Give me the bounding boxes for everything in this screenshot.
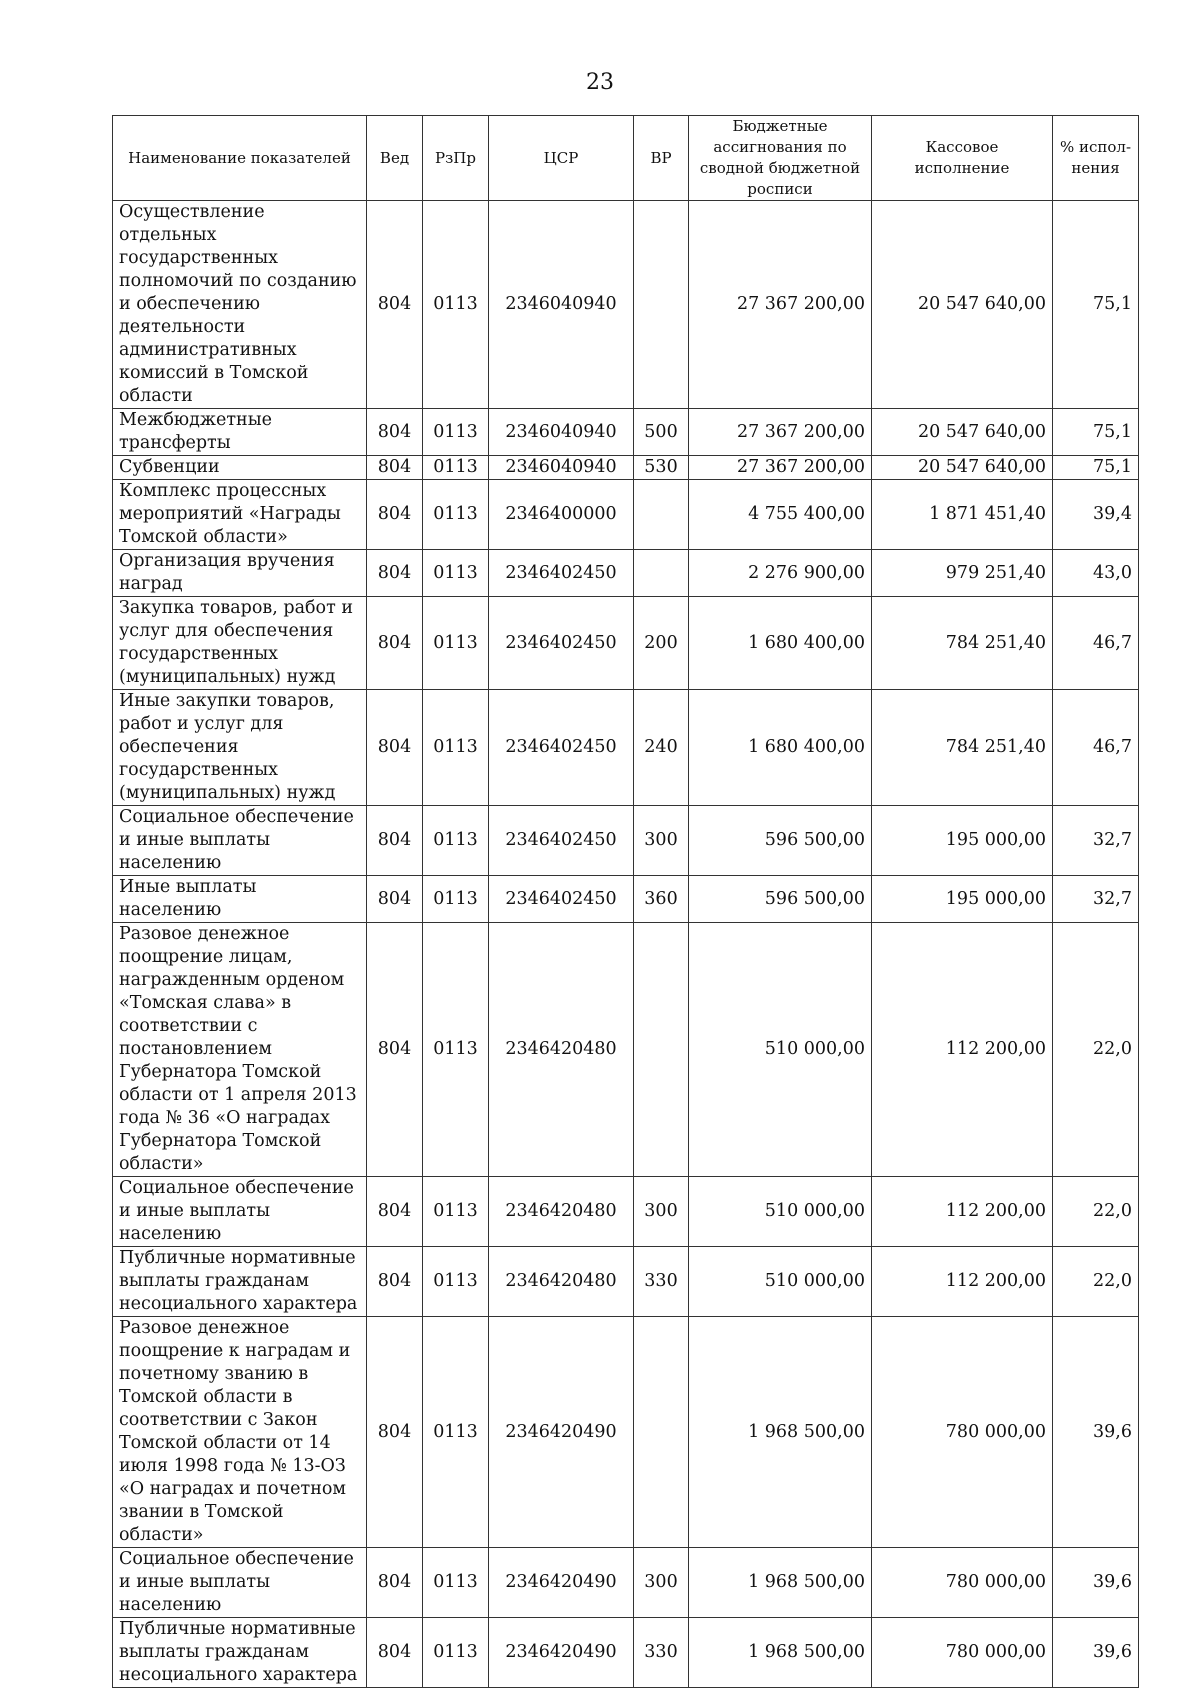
header-name: Наименование показателей <box>113 116 367 201</box>
cell-csr: 2346400000 <box>489 480 634 550</box>
cell-ved: 804 <box>367 409 423 456</box>
cell-vr: 360 <box>634 876 689 923</box>
table-row <box>113 923 1139 1177</box>
cell-rzpr: 0113 <box>423 876 489 923</box>
header-ved: Вед <box>367 116 423 201</box>
cell-assignments: 596 500,00 <box>689 806 872 876</box>
cell-vr: 500 <box>634 409 689 456</box>
table-row <box>113 550 1139 597</box>
table-row <box>113 480 1139 550</box>
cell-percent: 39,6 <box>1053 1317 1139 1548</box>
cell-ved: 804 <box>367 456 423 480</box>
cell-ved: 804 <box>367 1548 423 1618</box>
cell-name: Субвенции <box>113 456 367 480</box>
table-row <box>113 1618 1139 1688</box>
header-cash-execution: Кассовое исполнение <box>872 116 1053 201</box>
cell-percent: 32,7 <box>1053 806 1139 876</box>
cell-ved: 804 <box>367 1177 423 1247</box>
cell-csr: 2346420490 <box>489 1618 634 1688</box>
cell-rzpr: 0113 <box>423 409 489 456</box>
cell-percent: 39,6 <box>1053 1618 1139 1688</box>
cell-percent: 22,0 <box>1053 1177 1139 1247</box>
cell-rzpr: 0113 <box>423 1548 489 1618</box>
table-row <box>113 690 1139 806</box>
cell-cash-execution: 20 547 640,00 <box>872 409 1053 456</box>
cell-ved: 804 <box>367 480 423 550</box>
cell-name: Межбюджетные трансферты <box>113 409 367 456</box>
cell-assignments: 1 680 400,00 <box>689 690 872 806</box>
cell-rzpr: 0113 <box>423 456 489 480</box>
cell-assignments: 1 968 500,00 <box>689 1548 872 1618</box>
cell-vr: 300 <box>634 1548 689 1618</box>
cell-vr: 330 <box>634 1618 689 1688</box>
table-row <box>113 409 1139 456</box>
cell-csr: 2346402450 <box>489 806 634 876</box>
cell-cash-execution: 20 547 640,00 <box>872 201 1053 409</box>
cell-rzpr: 0113 <box>423 201 489 409</box>
cell-ved: 804 <box>367 597 423 690</box>
cell-assignments: 1 968 500,00 <box>689 1618 872 1688</box>
header-assignments: Бюджетные ассигнования по сводной бюджетной росписи <box>689 116 872 201</box>
cell-vr: 200 <box>634 597 689 690</box>
cell-cash-execution: 195 000,00 <box>872 806 1053 876</box>
cell-name: Разовое денежное поощрение к наградам и почетному званию в Томской области в соответствии с Закон Томской области от 14 июля 1998 года № 13-ОЗ «О наградах и почетном звании в Томской области» <box>113 1317 367 1548</box>
cell-assignments: 27 367 200,00 <box>689 409 872 456</box>
table-row <box>113 876 1139 923</box>
cell-ved: 804 <box>367 806 423 876</box>
cell-percent: 46,7 <box>1053 690 1139 806</box>
cell-vr: 240 <box>634 690 689 806</box>
cell-rzpr: 0113 <box>423 550 489 597</box>
cell-ved: 804 <box>367 690 423 806</box>
table-row <box>113 1317 1139 1548</box>
cell-assignments: 2 276 900,00 <box>689 550 872 597</box>
cell-percent: 32,7 <box>1053 876 1139 923</box>
cell-name: Организация вручения наград <box>113 550 367 597</box>
cell-csr: 2346402450 <box>489 597 634 690</box>
cell-vr <box>634 550 689 597</box>
cell-percent: 22,0 <box>1053 1247 1139 1317</box>
cell-percent: 75,1 <box>1053 456 1139 480</box>
table-row <box>113 1177 1139 1247</box>
cell-assignments: 1 968 500,00 <box>689 1317 872 1548</box>
cell-percent: 43,0 <box>1053 550 1139 597</box>
cell-name: Иные закупки товаров, работ и услуг для обеспечения государственных (муниципальных) нужд <box>113 690 367 806</box>
cell-name: Публичные нормативные выплаты гражданам несоциального характера <box>113 1618 367 1688</box>
table-row <box>113 806 1139 876</box>
cell-rzpr: 0113 <box>423 1177 489 1247</box>
cell-cash-execution: 780 000,00 <box>872 1548 1053 1618</box>
table-header-row <box>113 116 1139 201</box>
cell-csr: 2346420490 <box>489 1548 634 1618</box>
cell-csr: 2346402450 <box>489 876 634 923</box>
cell-vr <box>634 923 689 1177</box>
cell-assignments: 27 367 200,00 <box>689 456 872 480</box>
cell-vr: 330 <box>634 1247 689 1317</box>
cell-cash-execution: 784 251,40 <box>872 690 1053 806</box>
cell-cash-execution: 979 251,40 <box>872 550 1053 597</box>
cell-assignments: 510 000,00 <box>689 923 872 1177</box>
cell-percent: 39,4 <box>1053 480 1139 550</box>
cell-assignments: 510 000,00 <box>689 1247 872 1317</box>
cell-assignments: 27 367 200,00 <box>689 201 872 409</box>
header-percent: % испол-нения <box>1053 116 1139 201</box>
cell-rzpr: 0113 <box>423 923 489 1177</box>
cell-percent: 22,0 <box>1053 923 1139 1177</box>
cell-cash-execution: 195 000,00 <box>872 876 1053 923</box>
cell-percent: 75,1 <box>1053 409 1139 456</box>
cell-name: Социальное обеспечение и иные выплаты населению <box>113 1177 367 1247</box>
cell-rzpr: 0113 <box>423 597 489 690</box>
cell-ved: 804 <box>367 550 423 597</box>
cell-assignments: 1 680 400,00 <box>689 597 872 690</box>
table-row <box>113 201 1139 409</box>
cell-name: Разовое денежное поощрение лицам, награжденным орденом «Томская слава» в соответствии с постановлением Губернатора Томской области от 1 апреля 2013 года № 36 «О наградах Губернатора Томской области» <box>113 923 367 1177</box>
cell-vr: 300 <box>634 1177 689 1247</box>
cell-assignments: 510 000,00 <box>689 1177 872 1247</box>
cell-name: Закупка товаров, работ и услуг для обеспечения государственных (муниципальных) нужд <box>113 597 367 690</box>
page-number: 23 <box>586 70 614 95</box>
table-row <box>113 1548 1139 1618</box>
cell-rzpr: 0113 <box>423 1317 489 1548</box>
cell-csr: 2346420480 <box>489 1177 634 1247</box>
cell-name: Комплекс процессных мероприятий «Награды Томской области» <box>113 480 367 550</box>
cell-ved: 804 <box>367 1618 423 1688</box>
cell-ved: 804 <box>367 1247 423 1317</box>
cell-ved: 804 <box>367 1317 423 1548</box>
cell-rzpr: 0113 <box>423 1618 489 1688</box>
cell-name: Социальное обеспечение и иные выплаты населению <box>113 806 367 876</box>
cell-ved: 804 <box>367 876 423 923</box>
cell-cash-execution: 780 000,00 <box>872 1317 1053 1548</box>
cell-percent: 39,6 <box>1053 1548 1139 1618</box>
cell-cash-execution: 112 200,00 <box>872 1247 1053 1317</box>
cell-csr: 2346040940 <box>489 409 634 456</box>
cell-vr <box>634 1317 689 1548</box>
header-vr: ВР <box>634 116 689 201</box>
cell-rzpr: 0113 <box>423 806 489 876</box>
cell-csr: 2346402450 <box>489 550 634 597</box>
cell-rzpr: 0113 <box>423 1247 489 1317</box>
cell-vr: 300 <box>634 806 689 876</box>
cell-cash-execution: 784 251,40 <box>872 597 1053 690</box>
cell-cash-execution: 112 200,00 <box>872 1177 1053 1247</box>
cell-percent: 46,7 <box>1053 597 1139 690</box>
cell-assignments: 4 755 400,00 <box>689 480 872 550</box>
cell-ved: 804 <box>367 201 423 409</box>
table-row <box>113 456 1139 480</box>
table-row <box>113 1247 1139 1317</box>
cell-csr: 2346402450 <box>489 690 634 806</box>
cell-csr: 2346040940 <box>489 201 634 409</box>
cell-csr: 2346420480 <box>489 923 634 1177</box>
cell-rzpr: 0113 <box>423 480 489 550</box>
cell-vr: 530 <box>634 456 689 480</box>
cell-cash-execution: 20 547 640,00 <box>872 456 1053 480</box>
cell-cash-execution: 1 871 451,40 <box>872 480 1053 550</box>
cell-csr: 2346040940 <box>489 456 634 480</box>
cell-name: Публичные нормативные выплаты гражданам несоциального характера <box>113 1247 367 1317</box>
cell-cash-execution: 112 200,00 <box>872 923 1053 1177</box>
cell-rzpr: 0113 <box>423 690 489 806</box>
cell-percent: 75,1 <box>1053 201 1139 409</box>
cell-ved: 804 <box>367 923 423 1177</box>
cell-vr <box>634 480 689 550</box>
cell-name: Осуществление отдельных государственных полномочий по созданию и обеспечению деятельности административных комиссий в Томской области <box>113 201 367 409</box>
cell-cash-execution: 780 000,00 <box>872 1618 1053 1688</box>
cell-name: Социальное обеспечение и иные выплаты населению <box>113 1548 367 1618</box>
header-rzpr: РзПр <box>423 116 489 201</box>
cell-name: Иные выплаты населению <box>113 876 367 923</box>
cell-assignments: 596 500,00 <box>689 876 872 923</box>
cell-csr: 2346420480 <box>489 1247 634 1317</box>
cell-vr <box>634 201 689 409</box>
cell-csr: 2346420490 <box>489 1317 634 1548</box>
header-csr: ЦСР <box>489 116 634 201</box>
table-row <box>113 597 1139 690</box>
budget-execution-table <box>112 115 1139 1688</box>
